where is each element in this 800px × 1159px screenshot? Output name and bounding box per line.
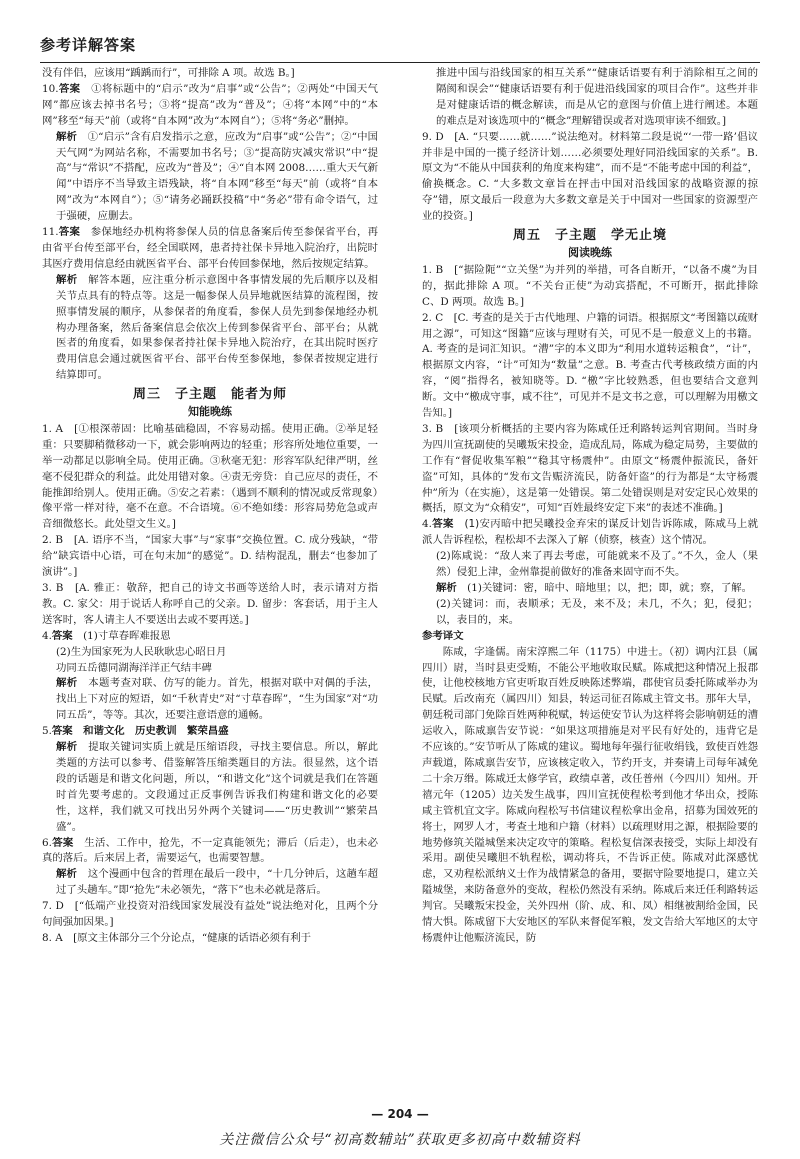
answer-item-7: 7. D [“低端产业投资对沿线国家发展没有益处”说法绝对化，且两个分句间强加因果。] (42, 900, 378, 929)
question-number: 10. (42, 82, 59, 95)
answer-text: (2)生为国家死为人民耿耿忠心昭日月 (56, 645, 227, 658)
question-number: 6. (42, 836, 52, 849)
answer-tag: 答案 (51, 725, 73, 738)
answer-item-4 (42, 629, 378, 724)
explain-text: (1)关键词：密，暗中、暗地里；以，把；即，就；察，了解。 (467, 582, 753, 594)
reading-answer-4 (422, 517, 758, 628)
answer-tag: 答案 (431, 518, 454, 531)
subsection-title: 知能晚练 (188, 405, 232, 419)
answer-item-2: 2. B [A. 语序不当，“国家大事”与“家事”交换位置。C. 成分残缺，“带给”缺宾语中心语，可在句末加“的感觉”。D. 结构混乱，删去“也参加了演讲”。] (42, 534, 378, 579)
translation-text: 陈咸，字逢儒。南宋淳熙二年（1175）中进士。（初）调内江县（属四川）尉，当时县吏受贿，不能公平地收取民赋。陈咸把这种情况上报郡使，让他校核地方官吏听取百姓反映陈述弊端，郡使官员委托陈咸举办为民赋。后改南充（属四川）知县，转运司征召陈咸主管文书。那年大旱，朝廷税司部门免除百姓两种税赋，转运使安节认为这样将会影响朝廷的漕运收入，陈咸禀告安节说：“如果这项措施是对平民有好处的，违背它是不应该的。”安节听从了陈咸的建议。蜀地每年强行征收绢钱，致使百姓怨声载道，陈咸禀告安节，应该核定收入，节约开支，并奏请上司每年减免二十余万缗。陈咸迁太修学官，政绩卓著，改任普州（今四川）知州。开禧元年（1205）边关发生战事，四川宣抚使程松考到他才华出众，授陈咸主管机宜文字。陈咸向程松写书信建议程松拿出金帛，招募为国效死的将士，网罗人才，考查土地和户籍（材料）以疏理财用之源，根据险要的地势修筑关隘城堡来决定攻守的策略。程松复信深表接受，实际上却没有采用。副使吴曦胆不轨程松，调动将兵，不告诉正使。陈咸对此深感忧虑，又劝程松派纳义士作为战情紧急的备用，要据守险要地提口，建立关隘城堡，来防备意外的变故，程松仍然没有采纳。陈咸后来迁任利路转运判官。吴曦叛宋投金，关外四州（阶、成、和、凤）相继被割给金国，民情大惧。陈咸留下大安地区的军队来督促军粮，发文告给大军地区的太守杨震仲让他赈济流民，防 (422, 645, 758, 944)
header-rule (40, 62, 760, 63)
question-10 (42, 82, 378, 225)
answer-item-9: 9. D [A. “只要……就……”说法绝对。材料第二段是说“‘一带一路’倡议并非是中国的一揽子经济计划……必须要处理好同沿线国家的关系”。B. 原文为“不能从中国获利的角度来构建”，而不是“不能考虑中国的利益”，偷换概念。C. “大多数文章旨在抨击中国对沿线国家的战略资源的掠夺”错，原文最后一段意为大多数文章是关于中国对一些国家的资源型产业的投资。] (422, 130, 758, 223)
explain-text: (2)关键词：而，表顺承；无及，来不及；未几，不久；犯，侵犯；以，表目的，来。 (436, 597, 758, 626)
reading-answer-1: 1. B [“据险阨”“立关堡”为并列的举措，可各自断开，“以备不虞”为目的，据此排除 A 项。“不关台正使”为动宾搭配，不可断开，据此排除 C、D 两项。故选 B。] (422, 263, 758, 308)
answer-text: 功同五岳德同湖海洋洋正气结丰碑 (56, 661, 212, 674)
explain-tag: 解析 (56, 741, 78, 754)
answer-text: (2)陈咸说：“敌人来了再去考虑，可能就来不及了。”不久，金人（果然）侵犯上津，金州靠提前做好的准备来固守而不失。 (436, 550, 758, 579)
answer-text: ①将标题中的“启示”改为“启事”或“公告”；②两处“中国天气网”都应该去掉书名号；③将“提高”改为“普及”；④将“本网”中的“本网”移至“每天”前（或将“自本网”改为“本网自”）；⑤将“务必”删掉。 (42, 82, 379, 127)
explain-text: 解答本题，应注重分析示意图中各事情发展的先后顺序以及相关节点具有的特点等。这是一幅参保人员异地就医结算的流程图，按照事情发展的顺序，从参保者的角度看，参保人员先到参保地经办机构办理备案，然后备案信息会依次上传到参保省平台、部平台；从就医者的角度看，如果参保者持社保卡异地入院治疗，在其出院时医疗费用信息会通过就医省平台、部平台传至参保地，参保者按规定进行结算即可。 (56, 273, 379, 382)
page-header-title: 参考详解答案 (40, 36, 137, 54)
answer-item-6 (42, 836, 378, 900)
answer-text: 和谐文化 历史教训 繁荣昌盛 (83, 725, 229, 738)
question-number: 11. (42, 226, 59, 239)
explain-tag: 解析 (436, 582, 457, 594)
answer-text: (1)安丙暗中把吴曦投金弃宋的谋反计划告诉陈咸，陈咸马上就派人告诉程松，程松却不去深入了解（侦察，核查）这个情况。 (422, 518, 759, 547)
answer-text: (1)寸草春晖难报恩 (83, 629, 171, 642)
explain-tag: 解析 (56, 677, 78, 690)
answer-item-3: 3. B [A. 雅正：敬辞，把自己的诗文书画等送给人时，表示请对方指教。C. 家父：用于说话人称呼自己的父亲。D. 留步：客套话，用于主人送客时，客人请主人不要送出去或不要再送。] (42, 582, 378, 626)
explain-tag: 解析 (56, 130, 78, 143)
explain-tag: 解析 (56, 273, 78, 286)
answer-text: 生活、工作中，抢先，不一定真能领先；滞后（后走），也未必真的落后。后来居上者，需要运气，也需要智慧。 (42, 836, 378, 865)
answer-text: 参保地经办机构将参保人员的信息备案后传至参保省平台，再由省平台传至部平台，经全国联网，患者持社保卡异地入院治疗，出院时其医疗费用信息经由就医省平台、部平台传回参保地，然后按规定结算。 (42, 226, 379, 270)
page-number: — 204 — (371, 1107, 429, 1121)
answer-tag: 答案 (58, 82, 81, 95)
explain-text: 这个漫画中包含的哲理在最后一段中，“十几分钟后，这趟车超过了头趟车。”即“抢先”未必领先，“落下”也未必就是落后。 (56, 868, 379, 897)
question-number: 4. (422, 518, 432, 531)
question-number: 4. (42, 629, 52, 642)
answer-item-8: 8. A [原文主体部分三个分论点，“健康的话语必须有利于 (42, 931, 312, 944)
left-column (42, 66, 378, 947)
answer-item-5 (42, 724, 378, 835)
reading-answer-2: 2. C [C. 考查的是关于古代地理、户籍的词语。根据原文“考图籍以疏财用之源”，可知这“图籍”应该与理财有关，可见不是一般意义上的书籍。A. 考查的是词汇知识。“漕”字的本义即为“利用水道转运粮食”，“计”，根据原文内容，“计”可知为“数量”之意。B. 考查古代考核政绩方面的内容，“阅”指得名，被知晓等。D. “檄”字比较熟悉，但也要结合文意判断。文中“檄成守事，咸不往”，可见并不是文书之意，可以理解为用檄文告知。] (422, 311, 758, 420)
explain-text: 提取关键词实质上就是压缩语段，寻找主要信息。所以，解此类题的方法可以参考、借鉴解答压缩类题目的方法。很显然，这个语段的话题是和谐文化问题，所以，“和谐文化”这个词就是我们在答题时首先要考虑的。文段通过正反事例告诉我们构建和谐文化的必要性，这样，我们就又可找出另外两个关键词——“历史教训”“繁荣昌盛”。 (56, 741, 379, 833)
answer-tag: 答案 (58, 226, 81, 239)
continued-text: 推进中国与沿线国家的相互关系”“健康话语要有利于消除相互之间的隔阂和误会”“健康话语要有利于促进沿线国家的项目合作”。这些并非是对健康话语的概念解读，而是从它的意图与价值上进行阐述。本题的难点是对该选项中的“概念”理解错误或者对选项审读不细致。] (436, 67, 758, 127)
explain-text: ①“启示”含有启发指示之意，应改为“启事”或“公告”；②“中国天气网”为网站名称，不需要加书名号；③“提高防灾减灾常识”中“提高”与“常识”不搭配，应改为“普及”；④“自本网 2008……重大天气新闻”中语序不当导致主语残缺，将“自本网”移至“每天”前（或将“自本网”改为“本网自”）；⑤“请务必踊跃投稿”中“务必”带有命令语气，过于强硬，应删去。 (56, 130, 379, 223)
answer-item-1: 1. A [①根深蒂固：比喻基础稳固，不容易动摇。使用正确。②举足轻重：只要脚稍微移动一下，就会影响两边的轻重；形容所处地位重要，一举一动都足以影响全局。使用正确。③秋毫无犯：形容军队纪律严明，丝毫不侵犯群众的利益。此处用错对象。④责无旁贷：自己应尽的责任，不能推卸给别人。使用正确。⑤安之若素：（遇到不顺利的情况或反常现象）像平常一样对待，毫不在意。不合语境。⑥不绝如缕：形容局势危急或声音细微悠长。此处望文生义。] (42, 422, 378, 531)
footer-note: 关注微信公众号“初高数辅站”获取更多初高中数辅资料 (219, 1132, 581, 1148)
right-column (422, 66, 758, 947)
section-title-friday: 周五 子主题 学无止境 (512, 228, 667, 244)
section-title-wednesday: 周三 子主题 能者为师 (132, 387, 287, 403)
answer-tag: 答案 (51, 629, 73, 642)
intro-text: 没有伴侣，应该用“踽踽而行”，可排除 A 项。故选 B。] (42, 67, 295, 79)
explain-tag: 解析 (56, 868, 78, 881)
reading-answer-3: 3. B [该项分析概括的主要内容为陈咸任迁利路转运判官期间。当时身为四川宣抚副使的吴曦叛宋投金，造成乱局，陈咸为稳定局势，主要做的工作有“督促收集军粮”“稳其守杨震仲”。由原文“杨震仲振流民，备奸盗”可知，具体的“发布文告赈济流民，防备奸盗”的行为都是“太守杨震仲”所为（在实施），这是第一处错误。第二处错误则是对安定民心效果的概括，原文为“众稍安”，可知“百姓最终安定下来”的表述不准确。] (422, 422, 758, 515)
answer-tag: 答案 (51, 836, 74, 849)
question-11 (42, 225, 378, 384)
subsection-title: 阅读晚练 (568, 245, 612, 259)
translation-title: 参考译文 (422, 629, 464, 642)
question-number: 5. (42, 725, 52, 738)
explain-text: 本题考查对联、仿写的能力。首先，根据对联中对偶的手法，找出上下对应的短语，如“千秋青史”对“寸草春晖”，“生为国家”对“功同五岳”，等等。其次，还要注意语意的通畅。 (56, 677, 379, 722)
